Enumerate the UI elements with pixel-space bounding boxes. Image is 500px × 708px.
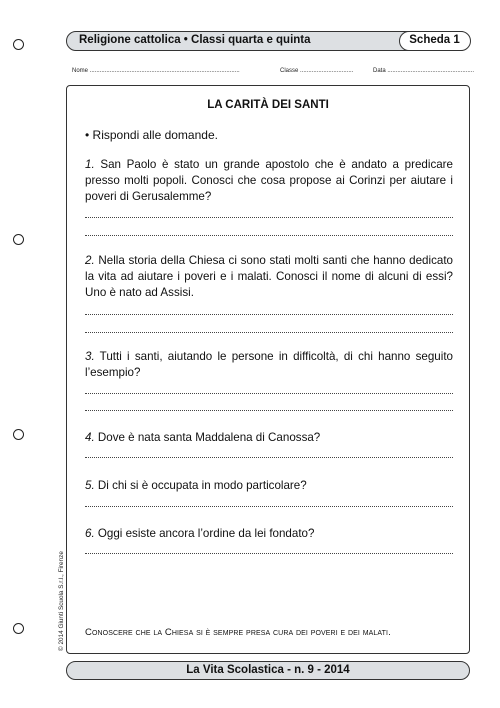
answer-line — [85, 314, 453, 315]
question-3 — [85, 349, 453, 381]
classe-field: Classe ................................ — [280, 68, 354, 74]
question-number: 2. — [85, 254, 95, 267]
footer-bar: La Vita Scolastica - n. 9 - 2014 — [66, 661, 470, 680]
binder-hole-bottom — [13, 623, 24, 634]
question-text: Nella storia della Chiesa ci sono stati molti santi che hanno dedicato la vita ad aiutare i poveri e i malati. Conosci il nome di alcuni di essi? Uno è nato ad Assisi. — [85, 254, 453, 299]
question-text: Di chi si è occupata in modo particolare? — [94, 479, 307, 492]
worksheet-frame — [66, 85, 470, 654]
question-number: 6. — [85, 527, 95, 540]
binder-hole-top — [13, 39, 24, 50]
answer-line — [85, 553, 453, 554]
question-2 — [85, 253, 453, 301]
question-4 — [85, 430, 453, 446]
nome-field: Nome .......................................................................................... — [72, 68, 240, 74]
scheda-badge: Scheda 1 — [399, 31, 471, 51]
instruction: • Rispondi alle domande. — [85, 128, 218, 142]
question-6 — [85, 526, 453, 542]
binder-hole-middle — [13, 234, 24, 245]
answer-line — [85, 410, 453, 411]
answer-line — [85, 332, 453, 333]
question-text: San Paolo è stato un grande apostolo che è andato a predicare presso molti popoli. Conosci che cosa propose ai Corinzi per aiutare i poveri di Gerusalemme? — [85, 158, 453, 203]
question-number: 3. — [85, 350, 95, 363]
header-bar — [66, 31, 470, 51]
question-text: Tutti i santi, aiutando le persone in difficoltà, di chi hanno seguito l’esempio? — [85, 350, 453, 379]
data-field: Data .................................................... — [373, 68, 475, 74]
answer-line — [85, 393, 453, 394]
header-title: Religione cattolica • Classi quarta e quinta — [79, 34, 311, 46]
binder-hole-lower — [13, 429, 24, 440]
question-5 — [85, 478, 453, 494]
closing-statement: Conoscere che la Chiesa si è sempre presa cura dei poveri e dei malati. — [85, 627, 391, 638]
question-number: 1. — [85, 158, 95, 171]
answer-line — [85, 217, 453, 218]
question-1 — [85, 157, 453, 205]
copyright-notice: © 2014 Giunti Scuola S.r.l., Firenze — [58, 551, 65, 651]
worksheet-title: LA CARITÀ DEI SANTI — [207, 99, 329, 111]
answer-line — [85, 235, 453, 236]
question-number: 5. — [85, 479, 95, 492]
answer-line — [85, 506, 453, 507]
question-number: 4. — [85, 431, 95, 444]
answer-line — [85, 457, 453, 458]
question-text: Dove è nata santa Maddalena di Canossa? — [94, 431, 321, 444]
question-text: Oggi esiste ancora l’ordine da lei fondato? — [94, 527, 315, 540]
